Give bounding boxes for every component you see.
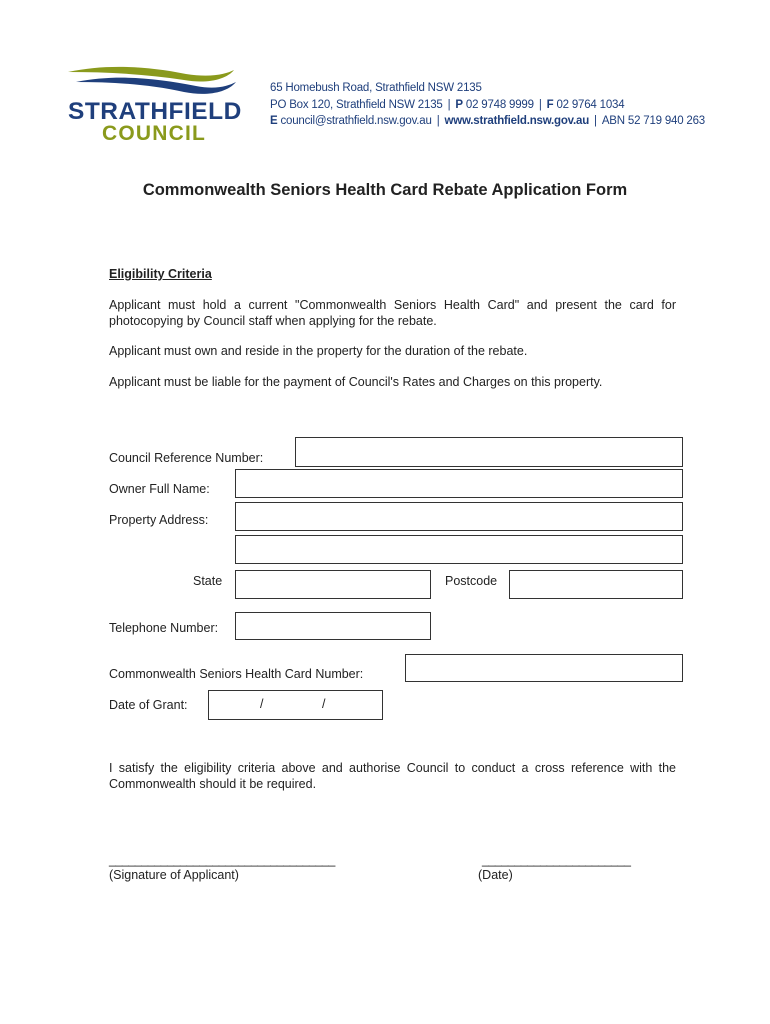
council-ref-label: Council Reference Number: — [109, 451, 264, 465]
fax-label: F — [546, 99, 554, 111]
signature-label: (Signature of Applicant) — [109, 868, 239, 882]
header-web-line — [270, 115, 705, 127]
date-of-grant-label: Date of Grant: — [109, 698, 188, 712]
cshc-number-input[interactable] — [405, 654, 683, 682]
eligibility-paragraph: Applicant must be liable for the payment of Council's Rates and Charges on this property. — [109, 375, 603, 389]
po-box: PO Box 120, Strathfield NSW 2135 — [270, 99, 443, 111]
logo-wordmark-strathfield: STRATHFIELD — [68, 98, 242, 125]
owner-name-input[interactable] — [235, 469, 683, 498]
separator: | — [447, 99, 451, 111]
form-title: Commonwealth Seniors Health Card Rebate Application Form — [142, 181, 628, 199]
eligibility-paragraph: Applicant must own and reside in the property for the duration of the rebate. — [109, 344, 528, 358]
phone-number: 02 9748 9999 — [465, 99, 534, 111]
eligibility-heading: Eligibility Criteria — [109, 267, 212, 281]
postcode-label: Postcode — [445, 574, 498, 588]
telephone-label: Telephone Number: — [109, 621, 219, 635]
postcode-input[interactable] — [509, 570, 683, 599]
header-address — [270, 82, 482, 94]
email-address[interactable]: council@strathfield.nsw.gov.au — [280, 115, 432, 127]
date-of-grant-input[interactable] — [208, 690, 383, 720]
abn: ABN 52 719 940 263 — [601, 115, 706, 127]
website-link[interactable]: www.strathfield.nsw.gov.au — [444, 115, 590, 127]
separator: | — [538, 99, 542, 111]
phone-label: P — [455, 99, 463, 111]
state-input[interactable] — [235, 570, 431, 599]
email-label: E — [270, 115, 278, 127]
signature-line[interactable]: ___________________________________ — [109, 853, 335, 867]
separator: | — [594, 115, 597, 127]
separator: | — [436, 115, 440, 127]
date-line[interactable]: _______________________ — [482, 853, 631, 867]
header-contact-line — [270, 99, 624, 111]
council-ref-input[interactable] — [295, 437, 683, 467]
owner-name-label: Owner Full Name: — [109, 482, 210, 496]
cshc-number-label: Commonwealth Seniors Health Card Number: — [109, 667, 364, 681]
logo-wordmark-council: COUNCIL — [102, 122, 207, 145]
fax-number: 02 9764 1034 — [556, 99, 625, 111]
eligibility-paragraph: Applicant must hold a current "Commonwealth Seniors Health Card" and present the card for photocopying by Council staff when applying for the rebate. — [109, 298, 676, 328]
date-separator: / — [260, 697, 264, 711]
state-label: State — [193, 574, 223, 588]
date-label: (Date) — [478, 868, 513, 882]
date-separator: / — [322, 697, 326, 711]
property-address-input-2[interactable] — [235, 535, 683, 564]
property-address-label: Property Address: — [109, 513, 209, 527]
property-address-input-1[interactable] — [235, 502, 683, 531]
declaration-text: I satisfy the eligibility criteria above and authorise Council to conduct a cross reference with the Commonwealth should it be required. — [109, 761, 676, 791]
street-address: 65 Homebush Road, Strathfield NSW 2135 — [270, 82, 482, 94]
telephone-input[interactable] — [235, 612, 431, 640]
